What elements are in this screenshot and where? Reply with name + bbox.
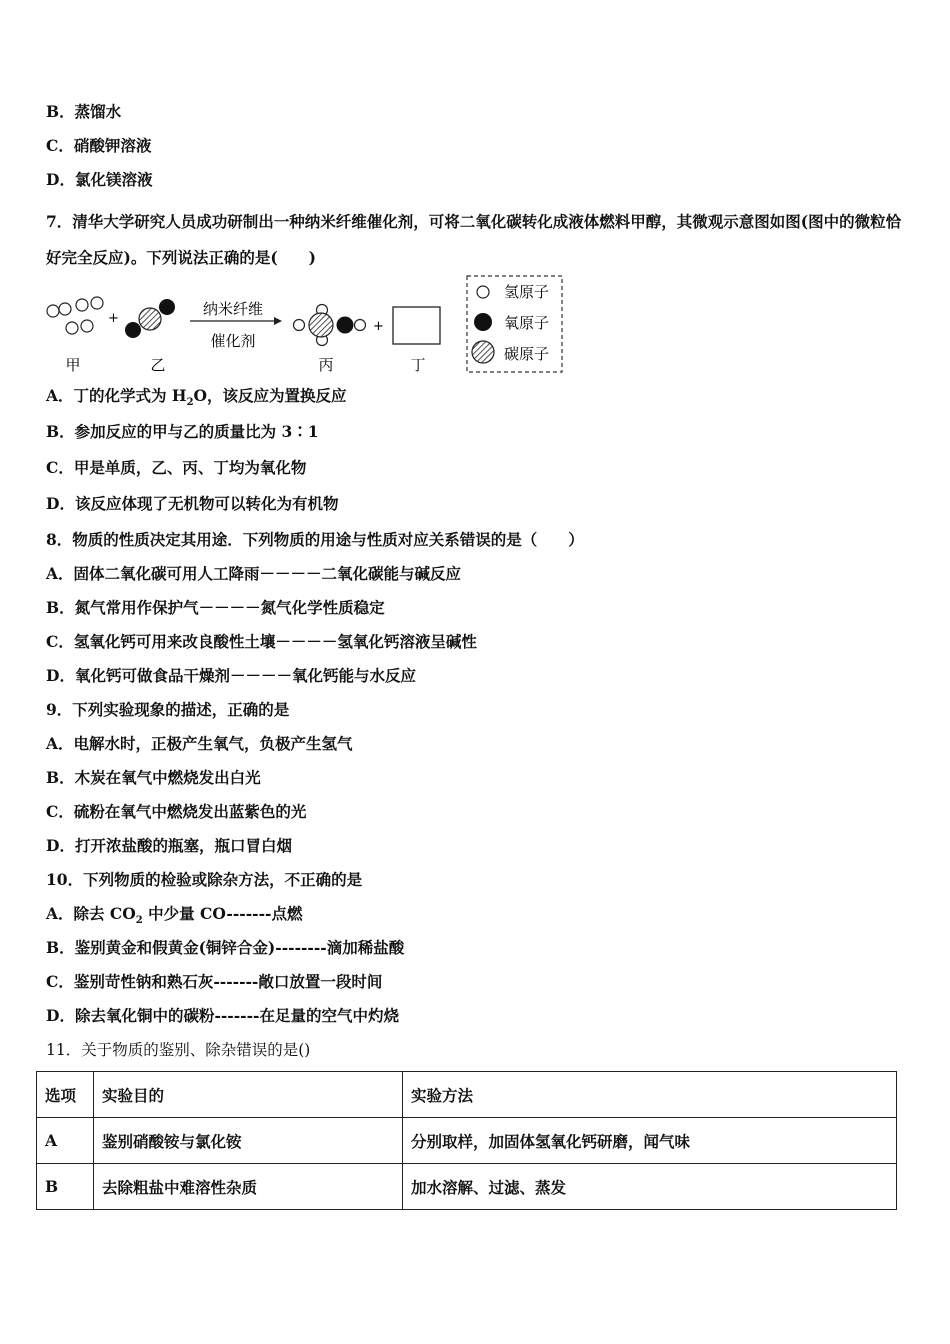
q8-option-c: C．氢氧化钙可用来改良酸性土壤－－－－氢氧化钙溶液呈碱性 [46, 632, 477, 651]
q7-option-d: D．该反应体现了无机物可以转化为有机物 [46, 494, 339, 513]
legend-oxygen-symbol [474, 313, 492, 331]
q11-table [36, 1071, 897, 1210]
label-jia: 甲 [65, 356, 81, 374]
row-b-option: B [37, 1164, 94, 1210]
q9-option-c: C．硫粉在氧气中燃烧发出蓝紫色的光 [46, 802, 307, 821]
catalyst-line2: 催化剂 [210, 332, 256, 350]
q7-option-c: C．甲是单质，乙、丙、丁均为氧化物 [46, 458, 307, 477]
arrow-head [274, 317, 282, 325]
q8-option-b: B．氮气常用作保护气－－－－氮气化学性质稳定 [46, 598, 385, 617]
row-a-option: A [37, 1118, 94, 1164]
molecule-bing [294, 305, 366, 346]
table-row [37, 1118, 897, 1164]
q9-option-a: A．电解水时，正极产生氧气，负极产生氢气 [46, 734, 353, 753]
q6-option-d: D．氯化镁溶液 [46, 170, 153, 189]
q11-stem: 11．关于物质的鉴别、除杂错误的是() [46, 1041, 311, 1059]
plus-2: + [373, 319, 384, 334]
label-yi: 乙 [150, 356, 166, 374]
q10-stem: 10．下列物质的检验或除杂方法，不正确的是 [46, 870, 363, 889]
row-b-method: 加水溶解、过滤、蒸发 [403, 1164, 897, 1210]
legend-hydrogen: 氢原子 [504, 283, 550, 301]
q7-stem: 7．清华大学研究人员成功研制出一种纳米纤维催化剂，可将二氧化碳转化成液体燃料甲醇，其微观示意图如图(图中的微粒恰好完全反应)。下列说法正确的是( ) [46, 212, 902, 267]
table-header-row [37, 1072, 897, 1118]
row-a-purpose: 鉴别硝酸铵与氯化铵 [94, 1118, 403, 1164]
label-bing: 丙 [318, 356, 334, 374]
q6-option-b: B．蒸馏水 [46, 102, 122, 121]
molecule-jia [47, 297, 103, 334]
label-ding: 丁 [410, 356, 426, 374]
q10-option-a: A．除去 $CO_2$ 中少量 CO-------点燃 [46, 904, 303, 927]
q6-option-c: C．硝酸钾溶液 [46, 136, 152, 155]
row-b-purpose: 去除粗盐中难溶性杂质 [94, 1164, 403, 1210]
reaction-diagram [40, 272, 570, 377]
q8-stem: 8．物质的性质决定其用途．下列物质的用途与性质对应关系错误的是（ ） [46, 530, 584, 549]
legend-oxygen: 氧原子 [504, 314, 550, 332]
header-method: 实验方法 [403, 1072, 897, 1118]
q7-option-a: A．丁的化学式为 $H_2O$，该反应为置换反应 [46, 386, 347, 409]
table-row [37, 1164, 897, 1210]
q8-option-d: D．氧化钙可做食品干燥剂－－－－氧化钙能与水反应 [46, 666, 416, 685]
q9-option-b: B．木炭在氧气中燃烧发出白光 [46, 768, 261, 787]
legend [467, 276, 562, 372]
row-a-method: 分别取样，加固体氢氧化钙研磨，闻气味 [403, 1118, 897, 1164]
header-purpose: 实验目的 [94, 1072, 403, 1118]
header-option: 选项 [37, 1072, 94, 1118]
q10-option-b: B．鉴别黄金和假黄金(铜锌合金)--------滴加稀盐酸 [46, 938, 405, 957]
q10-option-c: C．鉴别苛性钠和熟石灰-------敞口放置一段时间 [46, 972, 383, 991]
q7-option-b: B．参加反应的甲与乙的质量比为 3∶1 [46, 422, 319, 441]
molecule-ding-box [393, 307, 440, 344]
legend-hydrogen-symbol [477, 286, 489, 298]
q9-option-d: D．打开浓盐酸的瓶塞，瓶口冒白烟 [46, 836, 292, 855]
q10-option-d: D．除去氧化铜中的碳粉-------在足量的空气中灼烧 [46, 1006, 399, 1025]
plus-1: + [108, 311, 119, 326]
legend-carbon-symbol [472, 341, 494, 363]
legend-carbon: 碳原子 [504, 345, 550, 363]
q9-stem: 9．下列实验现象的描述，正确的是 [46, 700, 290, 719]
molecule-yi [125, 299, 175, 338]
catalyst-line1: 纳米纤维 [202, 300, 264, 318]
q8-option-a: A．固体二氧化碳可用人工降雨－－－－二氧化碳能与碱反应 [46, 564, 462, 583]
